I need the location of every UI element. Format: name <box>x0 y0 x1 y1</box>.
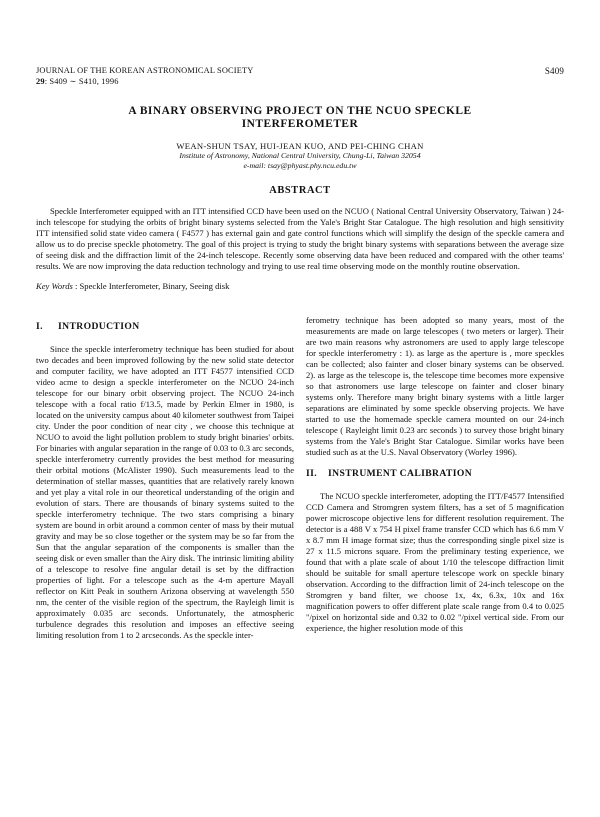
abstract-text: Speckle Interferometer equipped with an ITT intensified CCD have been used on the NCUO ( National Central University Observatory, Taiwan ) 24-inch telescope for studying the orbits of bright binary systems selected from the Yale's Bright Star Catalogue. The high resolution and high sensitivity ITT intensified solid state video camera ( F4577 ) has external gain and gate control functions which will simplify the design of the speckle camera and allow us to do precise speckle photometry. The goal of this project is trying to study the bright binary systems with separations between the average size of seeing disk and the diffraction limit of the 24-inch telescope. Recently some observing data have been reduced and compared with the other teams' results. We are now improving the data reduction technology and trying to use real time observing mode on the monthly routine observation. <box>36 205 564 272</box>
right-column <box>306 315 564 641</box>
page-range: : S409 ∼ S410, 1996 <box>44 76 119 86</box>
abstract-heading: ABSTRACT <box>269 184 331 196</box>
section-number: II. <box>306 467 318 479</box>
introduction-paragraph: Since the speckle interferometry technique has been studied for about two decades and been improved following by the new solid state detector and computer facility, we have adopted an ITT F4577 intensified CCD video acme to design a speckle interferometer on the NCUO 24-inch telescope for our binary orbit observing project. The NCUO 24-inch telescope with a focal ratio f/13.5, made by Perkin Elmer in 1980, is located on the university campus about 40 kilometer southwest from Taipei city. Under the poor condition of near city , we choose this technique at NCUO to avoid the light pollution problem to study bright binaries' orbits. For binaries with angular separation in the range of 0.03 to 0.3 arc seconds, speckle interferometry currently provides the best method for measuring their orbital motions (McAlister 1990). Such measurements lead to the determination of stellar masses, quantities that are relatively rarely known and yet play a vital role in our theoretical understanding of the origin and evolution of stars. There are thousands of binary systems suited to the speckle interferometry technique. The two stars comprising a binary system are bound in orbit around a common center of mass by their mutual gravity and may be so close together or the system may be so far from the Sun that the angular separation of the components is smaller than the seeing disk or even smaller than the Airy disk. The intrinsic limiting ability of a telescope to resolve fine angular detail is set by the diffraction properties of light. For a telescope such as the 4-m aperture Mayall reflector on Kitt Peak in southern Arizona observing at wavelength 550 nm, the center of the visible region of the spectrum, the Rayleigh limit is approximately 0.035 arc seconds. Unfortunately, the atmospheric turbulence degrades this resolution and imposes an effective seeing limiting resolution from 1 to 2 arcseconds. As the speckle inter- <box>36 343 294 640</box>
section-heading-introduction <box>36 321 294 332</box>
journal-citation <box>36 66 253 87</box>
keywords <box>36 281 564 292</box>
section-title: INSTRUMENT CALIBRATION <box>328 467 473 479</box>
paper-title <box>36 105 564 131</box>
body-columns <box>36 315 564 641</box>
author-affiliation: Institute of Astronomy, National Central University, Chung-Li, Taiwan 32054 <box>179 151 421 161</box>
section-title: INTRODUCTION <box>58 320 140 332</box>
author-email: e-mail: tsay@phyast.phy.ncu.edu.tw <box>243 161 357 170</box>
introduction-paragraph-continued: ferometry technique has been adopted so many years, most of the measurements are made on large telescopes ( two meters or larger). Their are two main reasons why astronomers are used to apply large telescope for speckle interferometry : 1). as large as the aperture is , more speckles can be collected; also fainter and closer binary systems can be observed. 2). as large as the telescope is, the telescope time becomes more expensive so that astronomers use large telescope on fainter and closer binary systems only. Therefore many bright binary systems with a little larger separations are eliminated by some speckle observing projects. We have started to use the homemade speckle camera mounted on our 24-inch telescope ( Rayleight limit 0.23 arc seconds ) to survey those bright binary systems from the Yale's Bright Star Catalogue. Similar works have been studied such as at the U.S. Naval Observatory (Worley 1996). <box>306 314 564 457</box>
left-column <box>36 315 294 641</box>
page-number: S409 <box>544 66 564 76</box>
instrument-calibration-paragraph: The NCUO speckle interferometer, adopting the ITT/F4577 Intensified CCD Camera and Stromgren system filters, has a set of 5 magnification power microscope objective lens for different resolution requirement. The detector is a 488 V x 754 H pixel frame transfer CCD which has 6.6 mm V x 8.7 mm H image format size; thus the corresponding single pixel size is 27 x 11.5 microns square. From the preliminary testing experience, we found that with a plate scale of about 1/10 the telescope diffraction limit should be suitable for small aperture telescope work on speckle binary observation. According to the diffraction limit of 24-inch telescope on the Stromgren y band filter, we choose 1x, 4x, 6.3x, 10x and 16x magnification powers to offer different plate scale range from 0.4 to 0.025 "/pixel on horizontal side and 0.32 to 0.02 "/pixel vertical side. From our experience, the higher resolution mode of this <box>306 490 564 633</box>
volume-pages <box>36 77 253 88</box>
journal-name: JOURNAL OF THE KOREAN ASTRONOMICAL SOCIETY <box>36 66 254 75</box>
title-line-1: A BINARY OBSERVING PROJECT ON THE NCUO SPECKLE <box>128 105 472 117</box>
keywords-label: Key Words <box>36 280 73 291</box>
running-header <box>36 66 564 87</box>
volume-number: 29 <box>36 76 45 86</box>
keywords-list: : Speckle Interferometer, Binary, Seeing disk <box>72 280 230 291</box>
author-list: WEAN-SHUN TSAY, HUI-JEAN KUO, AND PEI-CHING CHAN <box>176 141 424 152</box>
section-heading-instrument-calibration <box>306 468 564 479</box>
section-number: I. <box>36 320 43 332</box>
title-line-2: INTERFEROMETER <box>241 118 359 131</box>
